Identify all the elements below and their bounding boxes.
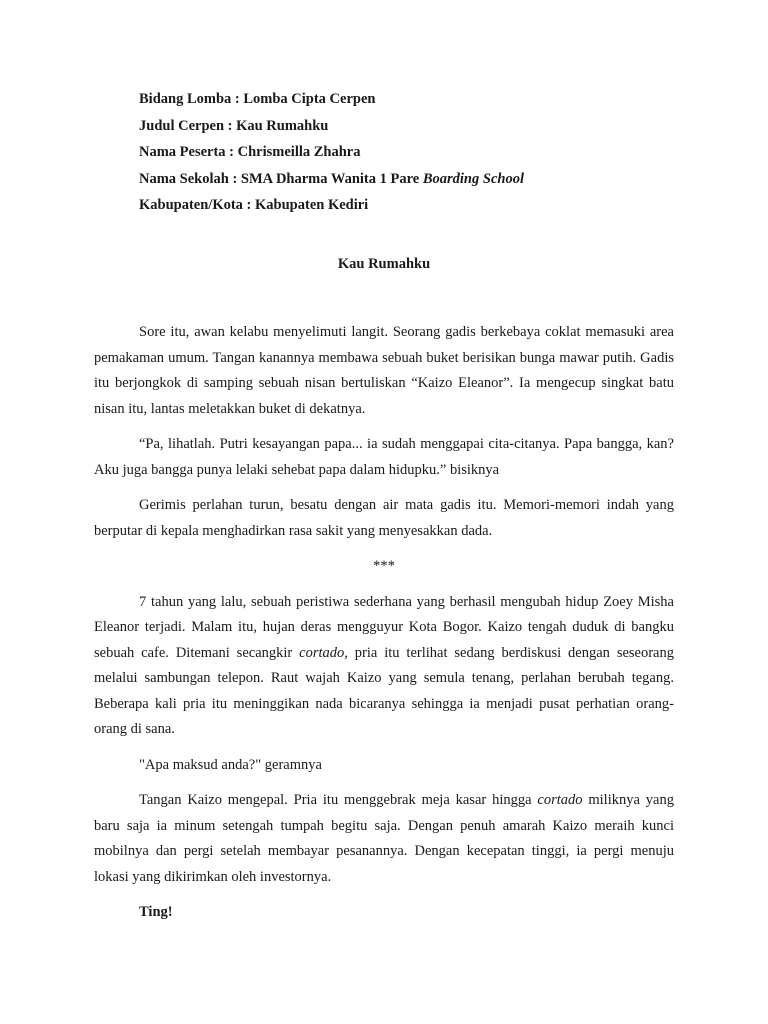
entry-metadata <box>139 86 699 219</box>
school-name-italic: Boarding School <box>422 170 524 187</box>
paragraph-7: Ting! <box>139 904 173 920</box>
paragraph-3: Gerimis perlahan turun, besatu dengan air mata gadis itu. Memori-memori indah yang berputar di kepala menghadirkan rasa sakit yang menyesakkan dada. <box>94 497 674 539</box>
competition-field-line: Bidang Lomba : Lomba Cipta Cerpen <box>139 91 376 107</box>
story-body <box>94 320 674 936</box>
paragraph-6-text-a: Tangan Kaizo mengepal. Pria itu menggebrak meja kasar hingga <box>139 792 538 808</box>
paragraph-5: "Apa maksud anda?" geramnya <box>139 756 322 773</box>
scene-separator: *** <box>373 558 395 574</box>
school-name-text: Nama Sekolah : SMA Dharma Wanita 1 Pare <box>139 170 423 187</box>
paragraph-6-text-b: miliknya yang baru saja ia minum setengah tumpah begitu saja. Dengan penuh amarah Kaizo meraih kunci mobilnya dan pergi setelah membayar pesanannya. Dengan kecepatan tinggi, ia pergi menuju lokasi yang dikirimkan oleh investornya. <box>94 792 674 885</box>
paragraph-4-text-b: , pria itu terlihat sedang berdiskusi dengan seseorang melalui sambungan telepon. Raut wajah Kaizo yang semula tenang, perlahan berubah tegang. Beberapa kali pria itu meninggikan nada bicaranya sehingga ia menjadi pusat perhatian orang-orang di sana. <box>94 644 674 737</box>
paragraph-2: “Pa, lihatlah. Putri kesayangan papa... ia sudah menggapai cita-citanya. Papa bangga, kan? Aku juga bangga punya lelaki sehebat papa dalam hidupku.” bisiknya <box>94 436 674 478</box>
story-title: Kau Rumahku <box>337 256 431 272</box>
school-name-line <box>139 166 699 193</box>
paragraph-6-italic: cortado <box>537 792 583 808</box>
paragraph-4 <box>94 590 674 743</box>
paragraph-6 <box>94 788 674 890</box>
regency-line: Kabupaten/Kota : Kabupaten Kediri <box>139 197 369 213</box>
story-title-line: Judul Cerpen : Kau Rumahku <box>139 117 329 134</box>
paragraph-4-italic: cortado <box>299 644 345 661</box>
participant-name-line: Nama Peserta : Chrismeilla Zhahra <box>139 144 361 160</box>
paragraph-4-text-a: 7 tahun yang lalu, sebuah peristiwa sederhana yang berhasil mengubah hidup Zoey Misha Eleanor terjadi. Malam itu, hujan deras mengguyur Kota Bogor. Kaizo tengah duduk di bangku sebuah cafe. Ditemani secangkir <box>94 593 674 661</box>
paragraph-1: Sore itu, awan kelabu menyelimuti langit. Seorang gadis berkebaya coklat memasuki area pemakaman umum. Tangan kanannya membawa sebuah buket berisikan bunga mawar putih. Gadis itu berjongkok di samping sebuah nisan bertuliskan “Kaizo Eleanor”. Ia mengecup singkat batu nisan itu, lantas meletakkan buket di dekatnya. <box>94 324 674 417</box>
